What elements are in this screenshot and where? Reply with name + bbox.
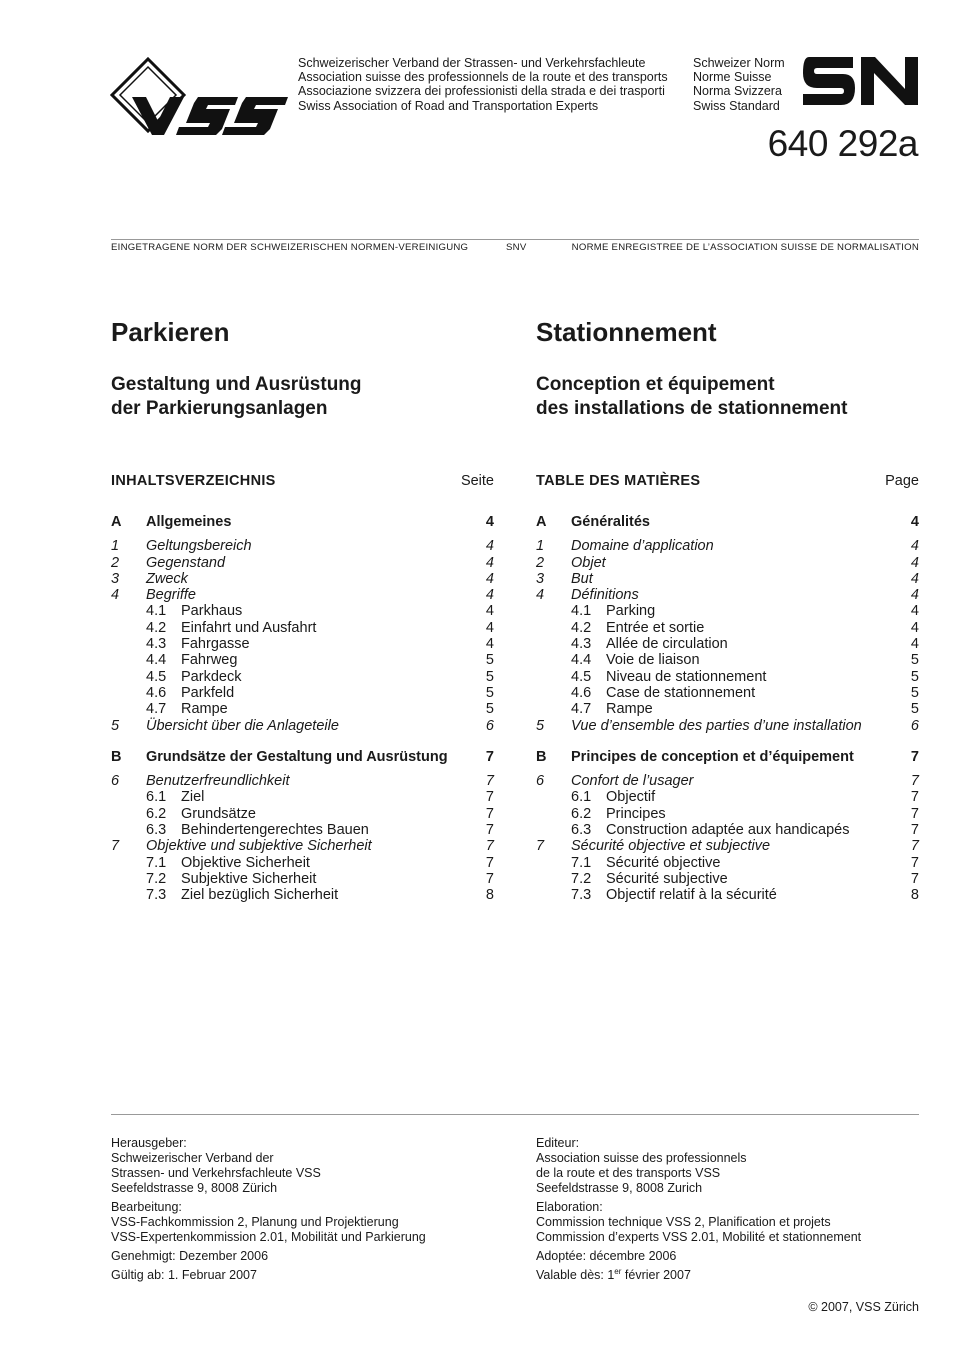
- toc-subitem[interactable]: [111, 685, 494, 701]
- valid-from-de: Gültig ab: 1. Februar 2007: [111, 1268, 257, 1282]
- editing-label: Elaboration:: [536, 1200, 603, 1214]
- toc-section-num: B: [536, 748, 547, 765]
- toc-number: [536, 855, 571, 871]
- toc-text: Sécurité objective: [606, 854, 721, 871]
- toc-page: 6: [910, 717, 919, 734]
- toc-section-text: Allgemeines: [146, 514, 232, 530]
- toc-number: [536, 887, 571, 903]
- toc-subitem[interactable]: [111, 855, 494, 871]
- toc-number: 2: [536, 554, 545, 571]
- toc-subitem[interactable]: [536, 620, 919, 636]
- toc-chapter[interactable]: [536, 538, 919, 554]
- toc-text: Objectif relatif à la sécurité: [606, 887, 777, 904]
- editing-label: Bearbeitung:: [111, 1200, 182, 1214]
- toc-page: 7: [485, 789, 494, 806]
- toc-section-text: Grundsätze der Gestaltung und Ausrüstung: [146, 748, 448, 765]
- toc-subitem[interactable]: [111, 701, 494, 717]
- toc-subnumber: 4.5: [146, 668, 167, 685]
- toc-subnumber: 6.1: [571, 789, 592, 806]
- editing-block-de: [111, 1200, 511, 1245]
- toc-subnumber: 7.2: [146, 870, 167, 887]
- toc-page: 7: [485, 854, 494, 871]
- registration-divider: [111, 239, 919, 240]
- toc-subitem[interactable]: [111, 822, 494, 838]
- toc-page: 5: [910, 684, 919, 701]
- toc-subitem[interactable]: [111, 789, 494, 805]
- toc-subnumber: 4.5: [571, 668, 592, 685]
- toc-page: 5: [485, 684, 494, 701]
- toc-section-a-de[interactable]: [111, 514, 494, 530]
- toc-subnumber: 6.2: [571, 805, 592, 822]
- toc-text: Fahrweg: [181, 652, 238, 669]
- toc-page: 5: [910, 652, 919, 669]
- toc-number: 3: [111, 570, 120, 587]
- toc-chapter[interactable]: [536, 587, 919, 603]
- valid-suffix: février 2007: [621, 1268, 691, 1282]
- subtitle-fr: Conception et équipement des installations de stationnement: [536, 374, 848, 419]
- toc-subnumber: 4.1: [571, 603, 592, 620]
- toc-page: 4: [910, 636, 919, 653]
- toc-subitem[interactable]: [111, 636, 494, 652]
- toc-section-b-fr[interactable]: [536, 749, 919, 765]
- toc-page: 5: [485, 701, 494, 718]
- toc-chapter[interactable]: [111, 555, 494, 571]
- toc-chapter[interactable]: [536, 718, 919, 734]
- toc-subitem[interactable]: [111, 871, 494, 887]
- toc-number: [536, 701, 571, 717]
- column-german: [111, 315, 494, 904]
- page-label-fr: Page: [885, 473, 919, 489]
- toc-text: Vue d’ensemble des parties d’une installation: [571, 717, 862, 734]
- toc-text: Définitions: [571, 587, 639, 604]
- toc-page: 7: [910, 854, 919, 871]
- toc-gap: [536, 734, 919, 749]
- toc-subnumber: 4.1: [146, 603, 167, 620]
- norm-type: [693, 56, 785, 113]
- toc-subitem[interactable]: [111, 887, 494, 903]
- toc-page: 5: [485, 668, 494, 685]
- toc-number: 6: [536, 773, 545, 790]
- toc-page: 7: [910, 773, 919, 790]
- toc-page: 7: [485, 805, 494, 822]
- toc-text: Domaine d’application: [571, 538, 714, 555]
- toc-text: Fahrgasse: [181, 636, 250, 653]
- toc-page: 4: [485, 603, 494, 620]
- toc-subitem[interactable]: [536, 806, 919, 822]
- toc-subitem[interactable]: [111, 620, 494, 636]
- toc-subnumber: 4.4: [146, 652, 167, 669]
- toc-section-num: A: [111, 514, 122, 530]
- toc-subitem[interactable]: [536, 822, 919, 838]
- toc-number: 7: [536, 838, 545, 855]
- toc-page: 7: [485, 838, 494, 855]
- toc-section-a-fr[interactable]: [536, 514, 919, 530]
- toc-text: Parkdeck: [181, 668, 242, 685]
- toc-chapter[interactable]: [111, 838, 494, 854]
- editing-line: VSS-Fachkommission 2, Planung und Projektierung: [111, 1215, 399, 1229]
- toc-number: [111, 701, 146, 717]
- toc-page: 4: [485, 636, 494, 653]
- toc-text: Parkfeld: [181, 684, 235, 701]
- toc-subitem[interactable]: [111, 652, 494, 668]
- association-name-it: Associazione svizzera dei professionisti della strada e dei trasporti: [298, 84, 665, 99]
- approved-de: Genehmigt: Dezember 2006: [111, 1249, 269, 1263]
- toc-chapter[interactable]: [111, 538, 494, 554]
- toc-page: 4: [910, 538, 919, 555]
- norm-type-de: Schweizer Norm: [693, 56, 785, 70]
- toc-subitem[interactable]: [536, 855, 919, 871]
- toc-number: 4: [536, 587, 545, 604]
- toc-page: 4: [485, 554, 494, 571]
- toc-subitem[interactable]: [536, 669, 919, 685]
- toc-number: 6: [111, 773, 120, 790]
- toc-number: [111, 603, 146, 619]
- toc-subnumber: 4.7: [146, 701, 167, 718]
- valid-superscript: er: [614, 1267, 622, 1276]
- toc-text: Begriffe: [146, 587, 196, 604]
- toc-page: 7: [910, 822, 919, 839]
- toc-number: [536, 620, 571, 636]
- toc-number: [536, 603, 571, 619]
- norm-type-it: Norma Svizzera: [693, 84, 782, 99]
- column-french: [536, 315, 919, 904]
- toc-number: [111, 855, 146, 871]
- toc-number: [536, 871, 571, 887]
- toc-page: 7: [910, 789, 919, 806]
- association-name-en: Swiss Association of Road and Transportation Experts: [298, 98, 599, 113]
- toc-text: Rampe: [606, 701, 653, 718]
- toc-section-page: 4: [910, 514, 919, 530]
- toc-page: 5: [910, 701, 919, 718]
- toc-list-b-de: [111, 773, 494, 903]
- toc-subitem[interactable]: [111, 603, 494, 619]
- toc-text: Voie de liaison: [606, 652, 700, 669]
- copyright: © 2007, VSS Zürich: [808, 1300, 919, 1314]
- document-number: 640 292a: [767, 123, 918, 164]
- toc-chapter[interactable]: [111, 773, 494, 789]
- toc-subnumber: 6.3: [146, 822, 167, 839]
- toc-text: Ziel: [181, 789, 205, 806]
- toc-subnumber: 7.1: [146, 854, 167, 871]
- toc-number: [536, 636, 571, 652]
- norm-type-en: Swiss Standard: [693, 98, 780, 113]
- publisher-line: de la route et des transports VSS: [536, 1166, 721, 1180]
- toc-subnumber: 7.1: [571, 854, 592, 871]
- toc-page: 4: [485, 570, 494, 587]
- toc-chapter[interactable]: [536, 555, 919, 571]
- toc-number: 5: [111, 717, 120, 734]
- toc-text: Niveau de stationnement: [606, 668, 767, 685]
- toc-page: 4: [910, 603, 919, 620]
- toc-number: [111, 652, 146, 668]
- toc-number: [111, 806, 146, 822]
- toc-subitem[interactable]: [536, 603, 919, 619]
- toc-chapter[interactable]: [111, 571, 494, 587]
- toc-chapter[interactable]: [111, 718, 494, 734]
- toc-page: 7: [910, 838, 919, 855]
- toc-subnumber: 4.4: [571, 652, 592, 669]
- toc-text: Objectif: [606, 789, 656, 806]
- toc-number: 4: [111, 587, 120, 604]
- toc-list-a-de: [111, 538, 494, 734]
- toc-text: Entrée et sortie: [606, 619, 705, 636]
- toc-number: [536, 652, 571, 668]
- toc-page: 4: [910, 554, 919, 571]
- title-fr: Stationnement: [536, 317, 717, 347]
- toc-number: [536, 789, 571, 805]
- toc-number: [111, 822, 146, 838]
- toc-subitem[interactable]: [536, 685, 919, 701]
- toc-page: 4: [910, 587, 919, 604]
- toc-text: Gegenstand: [146, 554, 226, 571]
- toc-subitem[interactable]: [536, 701, 919, 717]
- toc-text: Rampe: [181, 701, 228, 718]
- toc-text: Grundsätze: [181, 805, 256, 822]
- association-name-fr: Association suisse des professionnels de la route et des transports: [298, 70, 668, 85]
- toc-subnumber: 4.7: [571, 701, 592, 718]
- sn-mark-logo: [803, 55, 919, 107]
- editing-line: Commission d’experts VSS 2.01, Mobilité et stationnement: [536, 1230, 862, 1244]
- toc-subnumber: 4.2: [146, 619, 167, 636]
- toc-header-fr: [536, 473, 919, 514]
- valid-prefix: Valable dès: 1: [536, 1268, 615, 1282]
- footer-divider: [111, 1114, 919, 1115]
- approved-fr: Adoptée: décembre 2006: [536, 1249, 677, 1263]
- toc-text: Parkhaus: [181, 603, 243, 620]
- toc-page: 7: [485, 822, 494, 839]
- norm-type-fr: Norme Suisse: [693, 70, 772, 85]
- registration-text-fr: NORME ENREGISTREE DE L’ASSOCIATION SUISSE DE NORMALISATION: [571, 242, 919, 253]
- toc-page: 8: [910, 887, 919, 904]
- toc-list-b-fr: [536, 773, 919, 903]
- toc-number: [111, 620, 146, 636]
- toc-section-page: 7: [485, 748, 494, 765]
- toc-subnumber: 6.3: [571, 822, 592, 839]
- toc-subnumber: 7.3: [571, 887, 592, 904]
- association-name-de: Schweizerischer Verband der Strassen- und Verkehrsfachleute: [298, 56, 646, 70]
- toc-section-num: B: [111, 748, 122, 765]
- toc-section-num: A: [536, 514, 547, 530]
- toc-list-a-fr: [536, 538, 919, 734]
- toc-text: Construction adaptée aux handicapés: [606, 822, 850, 839]
- toc-text: Zweck: [146, 570, 188, 587]
- toc-text: Confort de l’usager: [571, 773, 694, 790]
- toc-subnumber: 6.1: [146, 789, 167, 806]
- toc-page: 4: [485, 587, 494, 604]
- toc-subnumber: 6.2: [146, 805, 167, 822]
- toc-section-text: Principes de conception et d’équipement: [571, 748, 854, 765]
- toc-subitem[interactable]: [111, 806, 494, 822]
- toc-number: [111, 685, 146, 701]
- toc-number: 5: [536, 717, 545, 734]
- toc-subitem[interactable]: [536, 789, 919, 805]
- toc-label-de: INHALTSVERZEICHNIS: [111, 473, 276, 489]
- toc-number: [536, 669, 571, 685]
- toc-page: 7: [485, 773, 494, 790]
- toc-number: [111, 789, 146, 805]
- publisher-label: Editeur:: [536, 1136, 580, 1150]
- toc-text: Behindertengerechtes Bauen: [181, 822, 369, 839]
- toc-gap: [111, 734, 494, 749]
- toc-header-de: [111, 473, 494, 514]
- publisher-line: Strassen- und Verkehrsfachleute VSS: [111, 1166, 321, 1180]
- toc-chapter[interactable]: [536, 838, 919, 854]
- toc-section-page: 7: [910, 748, 919, 765]
- toc-page: 4: [485, 538, 494, 555]
- footer-fr: [536, 1136, 936, 1287]
- toc-section-page: 4: [485, 514, 494, 530]
- footer-de: [111, 1136, 511, 1287]
- toc-page: 6: [485, 717, 494, 734]
- toc-text: Principes: [606, 805, 666, 822]
- toc-number: 3: [536, 570, 545, 587]
- toc-subnumber: 4.3: [146, 636, 167, 653]
- registration-text-de: EINGETRAGENE NORM DER SCHWEIZERISCHEN NORMEN-VEREINIGUNG: [111, 242, 469, 253]
- toc-subitem[interactable]: [536, 652, 919, 668]
- toc-section-text: Généralités: [571, 514, 650, 530]
- toc-number: [111, 636, 146, 652]
- publisher-block-de: [111, 1136, 511, 1196]
- toc-text: Objektive und subjektive Sicherheit: [146, 838, 372, 855]
- toc-number: 7: [111, 838, 120, 855]
- toc-number: [536, 685, 571, 701]
- toc-number: [536, 806, 571, 822]
- subtitle-de: Gestaltung und Ausrüstung der Parkierungsanlagen: [111, 374, 362, 419]
- toc-text: Einfahrt und Ausfahrt: [181, 619, 317, 636]
- toc-subitem[interactable]: [111, 669, 494, 685]
- publisher-line: Seefeldstrasse 9, 8008 Zürich: [111, 1181, 278, 1195]
- toc-label-fr: TABLE DES MATIÈRES: [536, 473, 701, 489]
- toc-subitem[interactable]: [536, 887, 919, 903]
- toc-page: 7: [485, 870, 494, 887]
- toc-text: Sécurité objective et subjective: [571, 838, 771, 855]
- publisher-block-fr: [536, 1136, 936, 1196]
- page-label-de: Seite: [460, 473, 494, 489]
- toc-text: Subjektive Sicherheit: [181, 870, 317, 887]
- toc-subnumber: 4.6: [571, 684, 592, 701]
- toc-subnumber: 4.2: [571, 619, 592, 636]
- association-names: [298, 56, 668, 113]
- toc-number: 2: [111, 554, 120, 571]
- toc-text: Parking: [606, 603, 656, 620]
- toc-chapter[interactable]: [536, 773, 919, 789]
- editing-block-fr: [536, 1200, 936, 1245]
- publisher-label: Herausgeber:: [111, 1136, 187, 1150]
- toc-chapter[interactable]: [111, 587, 494, 603]
- toc-text: Benutzerfreundlichkeit: [146, 773, 290, 790]
- toc-text: Sécurité subjective: [606, 870, 728, 887]
- publisher-line: Association suisse des professionnels: [536, 1151, 747, 1165]
- toc-subnumber: 7.3: [146, 887, 167, 904]
- toc-number: 1: [536, 538, 545, 555]
- toc-page: 8: [485, 887, 494, 904]
- toc-number: [536, 822, 571, 838]
- publisher-line: Seefeldstrasse 9, 8008 Zurich: [536, 1181, 703, 1195]
- toc-page: 4: [485, 619, 494, 636]
- toc-page: 5: [910, 668, 919, 685]
- toc-page: 7: [910, 870, 919, 887]
- toc-subnumber: 4.3: [571, 636, 592, 653]
- title-de: Parkieren: [111, 317, 230, 347]
- toc-number: [111, 669, 146, 685]
- toc-text: Übersicht über die Anlageteile: [146, 717, 339, 734]
- toc-text: Geltungsbereich: [146, 538, 252, 555]
- toc-number: [111, 887, 146, 903]
- toc-chapter[interactable]: [536, 571, 919, 587]
- editing-line: Commission technique VSS 2, Planification et projets: [536, 1215, 831, 1229]
- toc-text: But: [571, 570, 593, 587]
- toc-number: 1: [111, 538, 120, 555]
- toc-subnumber: 7.2: [571, 870, 592, 887]
- valid-from-fr: [536, 1268, 936, 1283]
- toc-number: [111, 871, 146, 887]
- toc-text: Ziel bezüglich Sicherheit: [181, 887, 339, 904]
- toc-text: Objektive Sicherheit: [181, 854, 310, 871]
- toc-text: Case de stationnement: [606, 684, 756, 701]
- toc-page: 4: [910, 570, 919, 587]
- registration-snv: SNV: [506, 242, 527, 253]
- vss-logo: [110, 57, 292, 139]
- toc-subnumber: 4.6: [146, 684, 167, 701]
- toc-page: 7: [910, 805, 919, 822]
- toc-page: 5: [485, 652, 494, 669]
- toc-text: Allée de circulation: [606, 636, 728, 653]
- toc-text: Objet: [571, 554, 606, 571]
- toc-subitem[interactable]: [536, 871, 919, 887]
- toc-section-b-de[interactable]: [111, 749, 494, 765]
- toc-page: 4: [910, 619, 919, 636]
- toc-subitem[interactable]: [536, 636, 919, 652]
- editing-line: VSS-Expertenkommission 2.01, Mobilität und Parkierung: [111, 1230, 426, 1244]
- publisher-line: Schweizerischer Verband der: [111, 1151, 274, 1165]
